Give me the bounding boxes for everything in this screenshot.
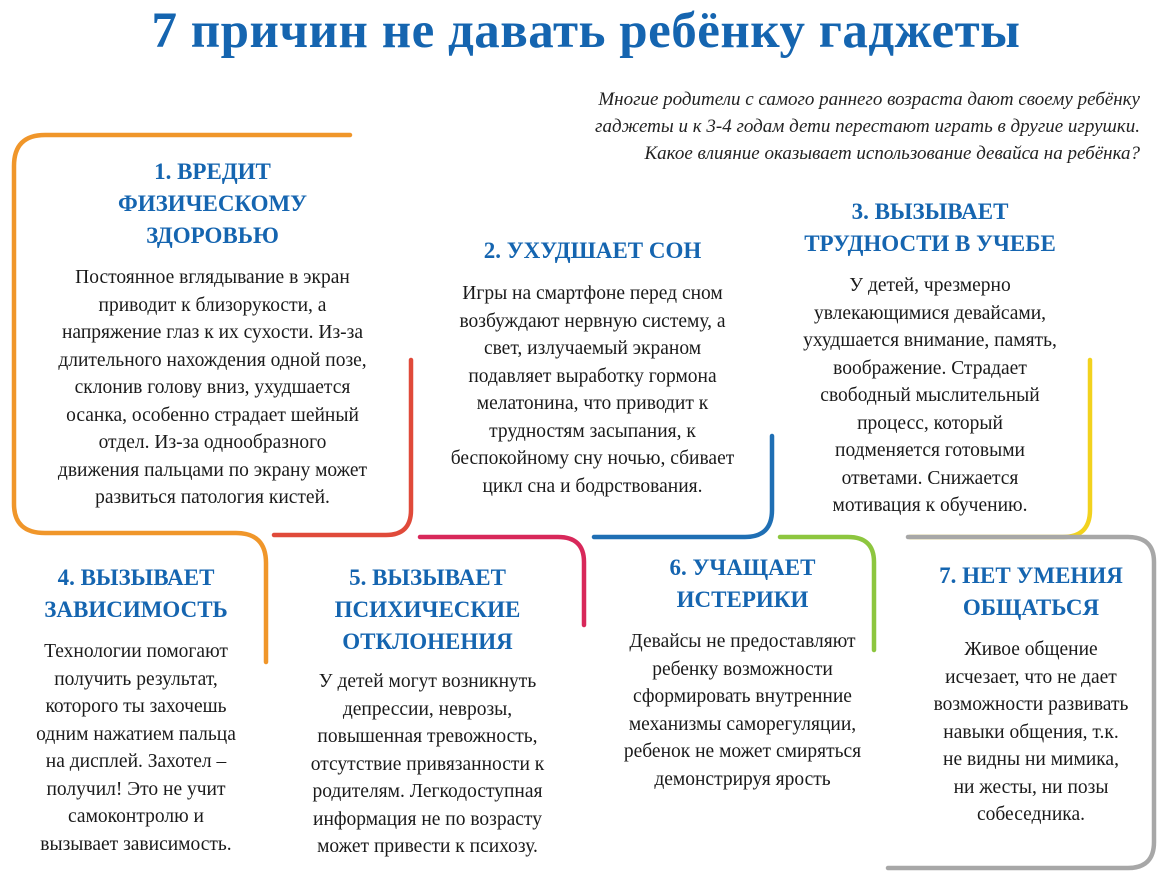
body-line: У детей, чрезмерно (849, 275, 1011, 296)
body-line: которого ты захочешь (45, 696, 227, 717)
body-line: мелатонина, что приводит к (476, 393, 709, 414)
body-line: развиться патология кистей. (95, 487, 330, 508)
body-line: получил! Это не учит (46, 778, 226, 800)
body-line: подменяется готовыми (835, 440, 1025, 461)
body-line: навыки общения, т.к. (943, 721, 1119, 743)
body-line: цикл сна и бодрствования. (482, 475, 703, 497)
reason-3 (770, 196, 1090, 520)
body-line: склонив голову вниз, ухудшается (74, 377, 351, 398)
intro-text (440, 86, 1140, 167)
body-line: движения пальцами по экрану может (57, 459, 368, 481)
heading-line: 2. УХУДШАЕТ СОН (483, 238, 702, 263)
reason-5 (285, 562, 570, 861)
body-line: демонстрируя ярость (654, 768, 831, 790)
body-line: механизмы саморегуляции, (628, 713, 857, 735)
reason-4-heading (12, 562, 260, 626)
body-line: осанка, особенно страдает шейный (66, 404, 359, 426)
reason-1-body (20, 264, 405, 512)
page-title: 7 причин не давать ребёнку гаджеты (151, 3, 1021, 59)
reason-6-heading (590, 552, 895, 616)
heading-line: ЗДОРОВЬЮ (146, 223, 279, 248)
heading-line: ОБЩАТЬСЯ (962, 595, 1100, 620)
heading-line: ЗАВИСИМОСТЬ (44, 597, 228, 622)
heading-line: ОТКЛОНЕНИЯ (342, 629, 513, 654)
body-line: самоконтролю и (68, 806, 204, 827)
body-line: повышенная тревожность, (317, 726, 538, 747)
reason-2 (420, 235, 765, 500)
body-line: свет, излучаемый экраном (483, 338, 702, 359)
reason-7-heading (900, 560, 1162, 624)
body-line: не видны ни мимика, (943, 749, 1119, 770)
reason-2-heading (420, 235, 765, 267)
heading-line: ТРУДНОСТИ В УЧЕБЕ (804, 231, 1056, 256)
intro-line: Многие родители с самого раннего возраста дают своему ребёнку (598, 89, 1140, 110)
reason-1 (20, 156, 405, 512)
body-line: Живое общение (964, 639, 1098, 660)
body-line: родителям. Легкодоступная (312, 781, 543, 802)
body-line: У детей могут возникнуть (318, 671, 537, 692)
body-line: получить результат, (54, 668, 218, 690)
reason-3-body (770, 272, 1090, 520)
body-line: длительного нахождения одной позе, (58, 349, 367, 371)
intro-line: Какое влияние оказывает использование девайса на ребёнка? (644, 143, 1140, 164)
body-line: Игры на смартфоне перед сном (462, 283, 723, 304)
intro-line: гаджеты и к 3-4 годам дети перестают играть в другие игрушки. (595, 116, 1140, 137)
body-line: отдел. Из-за однообразного (98, 432, 327, 453)
body-line: вызывает зависимость. (40, 833, 232, 855)
body-line: депрессии, неврозы, (342, 698, 513, 720)
body-line: Постоянное вглядывание в экран (75, 267, 350, 288)
body-line: трудностям засыпания, к (489, 420, 696, 442)
reason-5-body (285, 668, 570, 861)
body-line: ни жесты, ни позы (953, 776, 1109, 798)
body-line: одним нажатием пальца (36, 723, 236, 745)
reason-7-body (900, 636, 1162, 829)
heading-line: 7. НЕТ УМЕНИЯ (939, 563, 1123, 588)
reason-2-body (420, 280, 765, 500)
body-line: напряжение глаз к их сухости. Из-за (61, 322, 364, 343)
body-line: мотивация к обучению. (832, 495, 1028, 516)
heading-line: 1. ВРЕДИТ (154, 159, 271, 184)
reason-1-heading (20, 156, 405, 252)
heading-line: ФИЗИЧЕСКОМУ (117, 191, 308, 216)
heading-line: ПСИХИЧЕСКИЕ (334, 597, 521, 622)
heading-line: 3. ВЫЗЫВАЕТ (851, 199, 1009, 224)
reason-4-body (12, 638, 260, 858)
body-line: ответами. Снижается (841, 467, 1019, 489)
body-line: отсутствие привязанности к (310, 753, 545, 775)
heading-line: ИСТЕРИКИ (676, 587, 809, 612)
body-line: свободный мыслительный (820, 385, 1040, 406)
body-line: на дисплей. Захотел – (45, 751, 227, 772)
body-line: исчезает, что не дает (945, 666, 1117, 688)
body-line: приводит к близорукости, а (98, 294, 327, 316)
body-line: увлекающимися девайсами, (813, 302, 1047, 324)
body-line: процесс, который (857, 412, 1003, 434)
heading-line: 5. ВЫЗЫВАЕТ (349, 565, 506, 590)
reason-3-heading (770, 196, 1090, 260)
reason-7 (900, 560, 1162, 829)
reason-4 (12, 562, 260, 858)
heading-line: 4. ВЫЗЫВАЕТ (57, 565, 215, 590)
body-line: Девайсы не предоставляют (629, 631, 856, 652)
body-line: возможности развивать (933, 694, 1129, 715)
reason-5-heading (285, 562, 570, 658)
body-line: Технологии помогают (44, 641, 228, 662)
body-line: воображение. Страдает (833, 357, 1027, 379)
reason-6-body (590, 628, 895, 793)
body-line: ухудшается внимание, память, (803, 330, 1057, 351)
heading-line: 6. УЧАЩАЕТ (669, 555, 816, 580)
body-line: беспокойному сну ночью, сбивает (450, 448, 735, 469)
body-line: подавляет выработку гормона (468, 365, 717, 387)
body-line: может привести к психозу. (317, 836, 538, 857)
reason-6 (590, 552, 895, 793)
body-line: ребенок не может смиряться (623, 741, 862, 762)
body-line: собеседника. (976, 804, 1085, 825)
body-line: информация не по возрасту (313, 808, 542, 830)
body-line: ребенку возможности (652, 658, 833, 680)
body-line: сформировать внутренние (633, 686, 852, 707)
body-line: возбуждают нервную систему, а (459, 310, 726, 332)
